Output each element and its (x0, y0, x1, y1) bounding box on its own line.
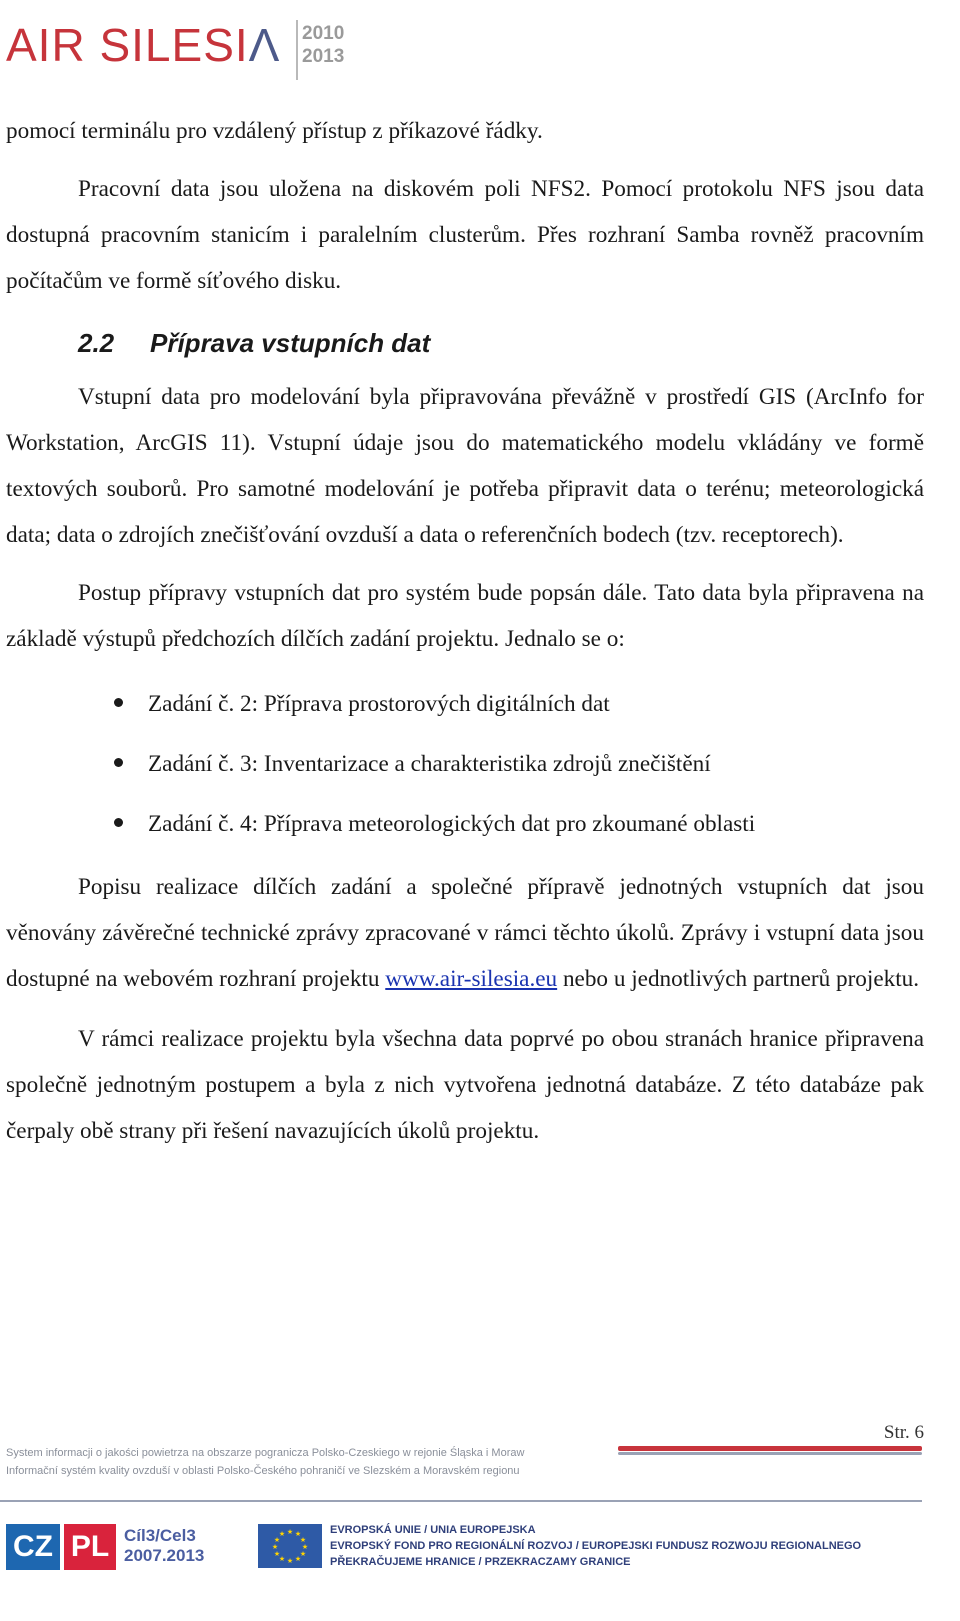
eu-line-2: EVROPSKÝ FOND PRO REGIONÁLNÍ ROZVOJ / EUROPEJSKI FUNDUSZ ROZWOJU REGIONALNEGO (330, 1540, 862, 1552)
document-body (6, 108, 924, 1154)
cz-logo-block: CZ (6, 1524, 60, 1570)
logo-divider (296, 20, 298, 80)
svg-text:★: ★ (273, 1536, 281, 1544)
paragraph-reports-tail: nebo u jednotlivých partnerů projektu. (557, 966, 920, 992)
svg-text:★: ★ (299, 1550, 307, 1558)
svg-text:★: ★ (286, 1528, 294, 1536)
list-item-text: Zadání č. 4: Příprava meteorologických dat pro zkoumané oblasti (148, 811, 756, 837)
page-number: Str. 6 (883, 1422, 924, 1443)
project-website-link[interactable]: www.air-silesia.eu (385, 966, 558, 992)
paragraph-reports-text: Popisu realizace dílčích zadání a společné přípravě jednotných vstupních dat jsou věnovány závěrečné technické zprávy zpracované v rámci těchto úkolů. Zprávy i vstupní data jsou dostupné na webovém rozhraní projektu (6, 874, 924, 992)
svg-text:★: ★ (286, 1557, 294, 1565)
logo-year-end: 2013 (302, 46, 345, 67)
cil3-title: Cíl3/Cel3 (124, 1526, 196, 1545)
footer-accent-grey (618, 1452, 922, 1455)
logo-wordmark-end: Λ (248, 19, 281, 71)
eu-line-1: EVROPSKÁ UNIE / UNIA EUROPEJSKA (330, 1524, 536, 1536)
pl-logo-block: PL (64, 1524, 116, 1570)
task-list (6, 674, 924, 854)
paragraph-input-data: Vstupní data pro modelování byla připravována převážně v prostředí GIS (ArcInfo for Workstation, ArcGIS 11). Vstupní údaje jsou do matematického modelu vkládány ve formě textových souborů. Pro samotné modelování je potřeba připravit data o terénu; meteorologická data; data o zdrojích znečišťování ovzduší a data o referenčních bodech (tzv. receptorech). (6, 384, 924, 548)
svg-text:★: ★ (301, 1543, 309, 1551)
paragraph-reports (6, 864, 924, 1002)
bullet-icon (114, 698, 123, 707)
paragraph-storage: Pracovní data jsou uložena na diskovém poli NFS2. Pomocí protokolu NFS jsou data dostupná pracovním stanicím i paralelním clusterům. Přes rozhraní Samba rovněž pracovním počítačům ve formě síťového disku. (6, 176, 924, 294)
svg-text:★: ★ (278, 1530, 286, 1538)
footer-accent-bar (618, 1446, 922, 1455)
logo-wordmark (6, 18, 280, 72)
eu-funding-text (330, 1522, 862, 1570)
svg-text:★: ★ (299, 1536, 307, 1544)
list-item-text: Zadání č. 2: Příprava prostorových digitálních dat (148, 691, 610, 717)
paragraph-procedure: Postup přípravy vstupních dat pro systém bude popsán dále. Tato data byla připravena na základě výstupů předchozích dílčích zadání projektu. Jednalo se o: (6, 580, 924, 652)
bullet-icon (114, 818, 123, 827)
eu-line-3: PŘEKRAČUJEME HRANICE / PRZEKRACZAMY GRANICE (330, 1556, 631, 1568)
paragraph-database: V rámci realizace projektu byla všechna data poprvé po obou stranách hranice připravena společně jednotným postupem a byla z nich vytvořena jednotná databáze. Z této databáze pak čerpaly obě strany při řešení navazujících úkolů projektu. (6, 1026, 924, 1144)
list-item (6, 794, 924, 854)
svg-text:★: ★ (294, 1555, 302, 1563)
logo-year-start: 2010 (302, 23, 345, 44)
cil3-logo (124, 1526, 214, 1566)
svg-text:★: ★ (271, 1543, 279, 1551)
list-item (6, 734, 924, 794)
paragraph-continuation: pomocí terminálu pro vzdálený přístup z příkazové řádky. (6, 118, 543, 144)
section-number: 2.2 (78, 328, 115, 358)
list-item-text: Zadání č. 3: Inventarizace a charakteristika zdrojů znečištění (148, 751, 711, 777)
footer-divider (0, 1500, 922, 1502)
bullet-icon (114, 758, 123, 767)
section-title: Příprava vstupních dat (150, 328, 431, 358)
cz-pl-logo (6, 1524, 116, 1570)
cil3-years: 2007.2013 (124, 1546, 205, 1565)
eu-flag-icon (258, 1524, 322, 1568)
footer-line-pl: System informacji o jakości powietrza na obszarze pogranicza Polsko-Czeskiego w rejonie Śląska i Moraw (6, 1447, 525, 1459)
footer-line-cz: Informační systém kvality ovzduší v oblasti Polsko-Českého pohraničí ve Slezském a Moravském regionu (6, 1465, 520, 1477)
svg-text:★: ★ (273, 1550, 281, 1558)
list-item (6, 674, 924, 734)
logo-wordmark-text: AIR SILESI (6, 19, 249, 71)
footer-project-names (6, 1444, 566, 1480)
footer-accent-red (618, 1446, 922, 1451)
svg-text:★: ★ (278, 1555, 286, 1563)
logo-years (302, 22, 354, 68)
svg-text:★: ★ (294, 1530, 302, 1538)
section-heading (78, 326, 924, 360)
